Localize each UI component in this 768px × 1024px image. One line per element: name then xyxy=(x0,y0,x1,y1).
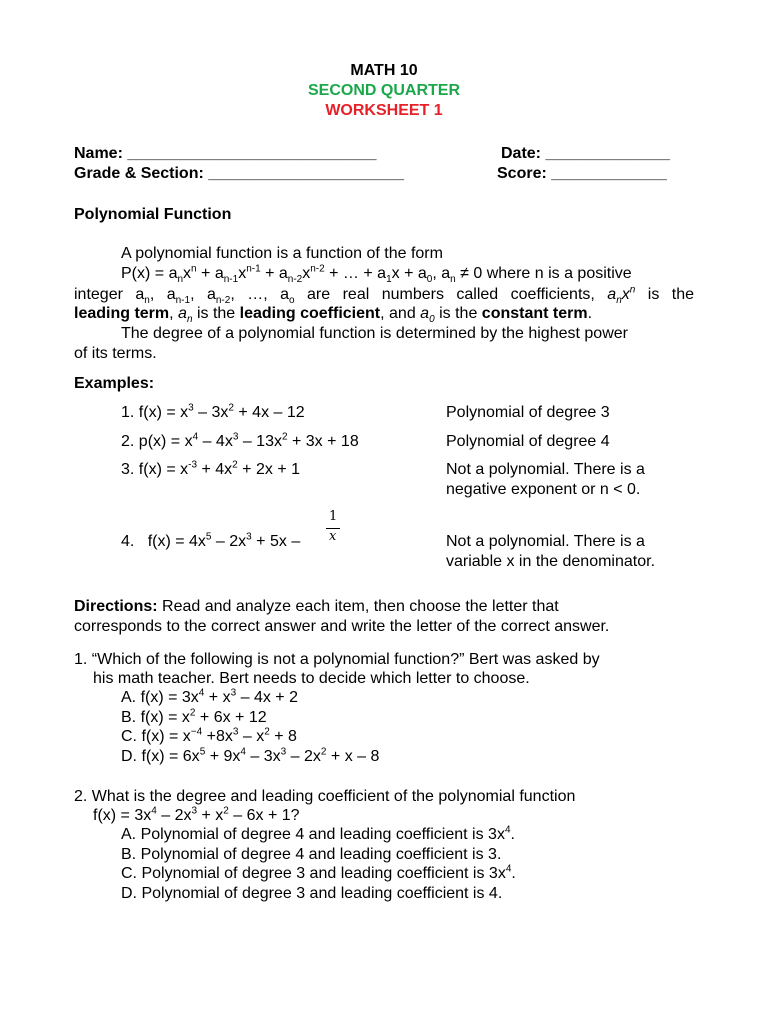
question-2-choice-a[interactable]: A. Polynomial of degree 4 and leading coefficient is $3x^4$. xyxy=(121,824,515,843)
question-2-choice-c[interactable]: C. Polynomial of degree 3 and leading coefficient is $3x^4$. xyxy=(121,863,516,882)
question-2-stem-line1: 2. What is the degree and leading coefficient of the polynomial function xyxy=(74,788,576,805)
example-2-description: Polynomial of degree 4 xyxy=(446,433,610,450)
example-3-expression: 3. $f(x) = x^{-3} + 4x^2 + 2x + 1$ xyxy=(121,459,300,478)
date-label: Date: xyxy=(501,145,542,162)
example-4-fraction-numerator: 1 xyxy=(329,509,338,524)
question-1-stem-line1: 1. “Which of the following is not a polynomial function?” Bert was asked by xyxy=(74,651,600,668)
question-1-choice-c[interactable]: C. $f(x) = x^{-4} +8x^3 - x^2 + 8$ xyxy=(121,726,297,745)
question-1-choice-b[interactable]: B. $f(x) = x^2 + 6x + 12$ xyxy=(121,707,267,726)
question-1-stem-line2: his math teacher. Bert needs to decide which letter to choose. xyxy=(93,670,530,687)
score-label: Score: xyxy=(497,165,547,182)
example-1-expression: 1. $f(x) = x^3 - 3x^2 + 4x - 12$ xyxy=(121,402,305,421)
date-blank: ______________ xyxy=(545,145,671,162)
name-blank: ____________________________ xyxy=(127,145,377,162)
question-2-choice-b[interactable]: B. Polynomial of degree 4 and leading coefficient is 3. xyxy=(121,846,502,863)
example-3-description-line2: negative exponent or n < 0. xyxy=(446,481,641,498)
question-1-choice-d[interactable]: D. $f(x) = 6x^5 + 9x^4 - 3x^3 - 2x^2 + x - 8$ xyxy=(121,746,380,765)
question-2-choice-d[interactable]: D. Polynomial of degree 3 and leading coefficient is 4. xyxy=(121,885,503,902)
section-title: Polynomial Function xyxy=(74,206,232,223)
degree-definition-line1: The degree of a polynomial function is determined by the highest power xyxy=(121,325,628,342)
score-blank: _____________ xyxy=(551,165,667,182)
date-field[interactable] xyxy=(501,145,670,163)
definition-coefficients: integer $a_n$, $a_{n-1}$, $a_{n-2}$, …, $a_o$ are real numbers called coefficients, $a_nx^n$ is the xyxy=(74,284,695,307)
worksheet-course-title: MATH 10 xyxy=(350,62,418,79)
score-field[interactable] xyxy=(497,165,667,183)
grade-section-field[interactable] xyxy=(74,165,404,183)
example-4-expression: 4. $f(x) = 4x^5 - 2x^3 + 5x$ – xyxy=(121,531,301,550)
worksheet-number: WORKSHEET 1 xyxy=(325,102,443,119)
example-4-fraction-denominator: x xyxy=(329,529,337,544)
definition-intro: A polynomial function is a function of the form xyxy=(121,245,443,262)
grade-section-label: Grade & Section: xyxy=(74,165,204,182)
example-4-description-line1: Not a polynomial. There is a xyxy=(446,533,645,550)
directions-line2: corresponds to the correct answer and write the letter of the correct answer. xyxy=(74,618,610,635)
worksheet-quarter: SECOND QUARTER xyxy=(307,82,460,99)
question-2-stem-line2: $f(x) = 3x^4 - 2x^3 + x^2 - 6x + 1$? xyxy=(93,805,300,824)
example-3-description-line1: Not a polynomial. There is a xyxy=(446,461,645,478)
name-field[interactable] xyxy=(74,145,377,163)
name-label: Name: xyxy=(74,145,123,162)
degree-definition-line2: of its terms. xyxy=(74,345,157,362)
definition-terms: leading term, $a_n$ is the leading coefficient, and $a_0$ is the constant term. xyxy=(74,305,593,326)
directions-line1: Directions: Read and analyze each item, then choose the letter that xyxy=(74,598,559,615)
example-4-description-line2: variable x in the denominator. xyxy=(446,553,656,570)
definition-general-form: $P(x) = a_nx^n + a_{n-1}x^{n-1} + a_{n-2}x^{n-2}$ + … + $a_1x + a_0$, $a_n \ne 0$ where n is a positive xyxy=(121,263,632,286)
example-1-description: Polynomial of degree 3 xyxy=(446,404,610,421)
grade-section-blank: ______________________ xyxy=(208,165,405,182)
question-1-choice-a[interactable]: A. $f(x) = 3x^4 + x^3 - 4x + 2$ xyxy=(121,687,298,706)
examples-heading: Examples: xyxy=(74,375,155,392)
example-2-expression: 2. $p(x) = x^4 - 4x^3 - 13x^2 + 3x + 18$ xyxy=(121,431,359,450)
